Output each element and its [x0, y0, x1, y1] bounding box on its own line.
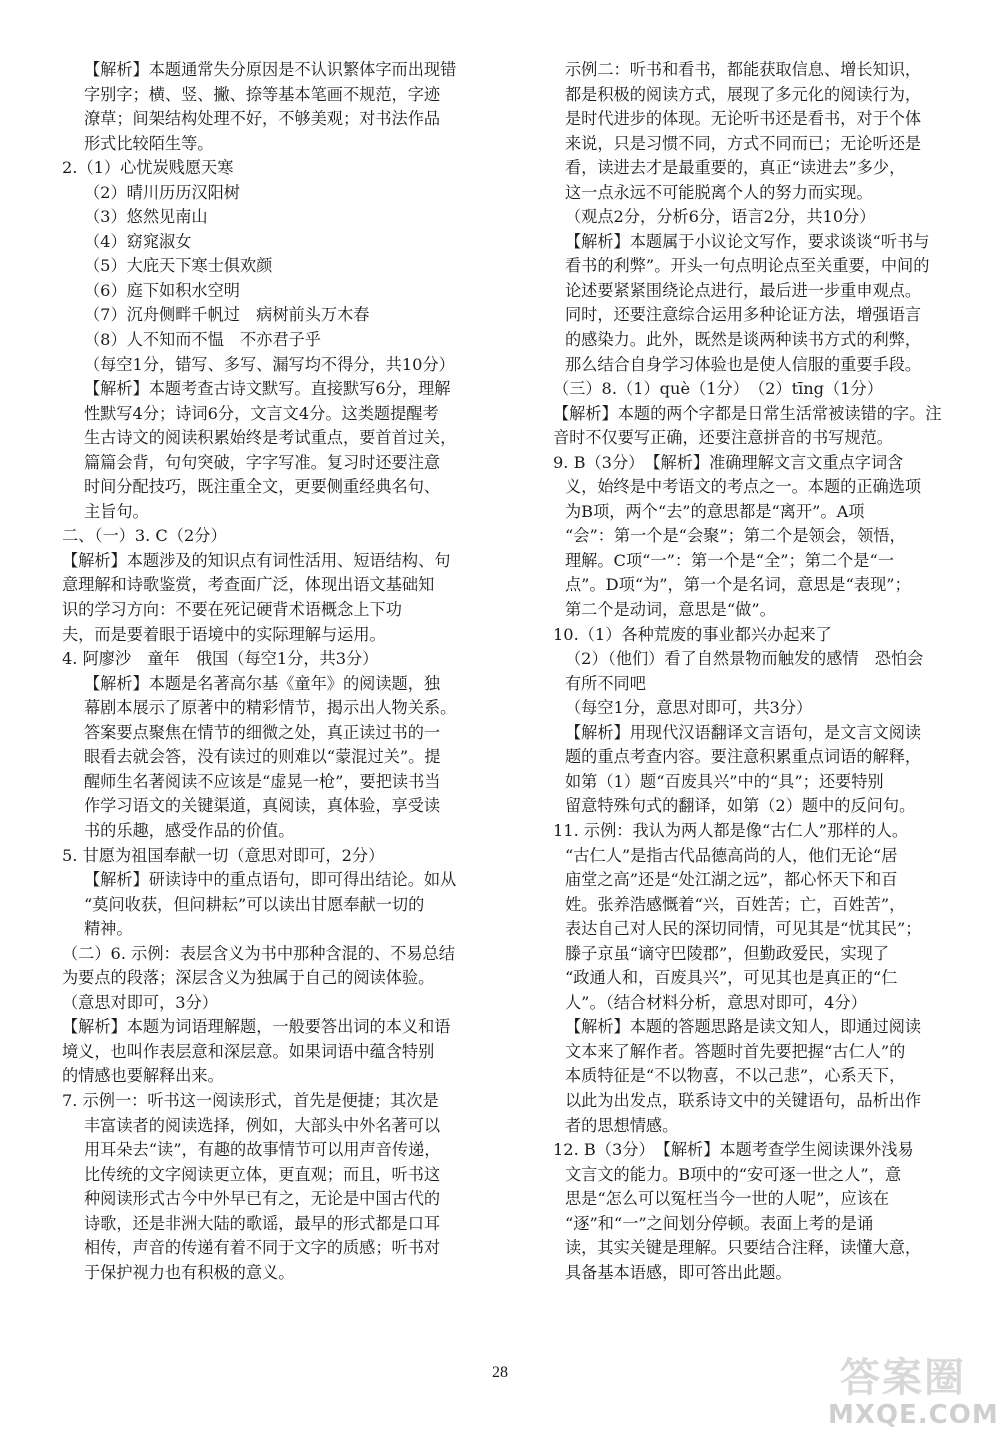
left-line: （8）人不知而不愠 不亦君子乎 — [84, 330, 321, 350]
right-line: 【解析】本题属于小议论文写作，要求谈谈“听书与 — [565, 231, 930, 251]
left-line: 形式比较陌生等。 — [84, 133, 214, 153]
right-line: 有所不同吧 — [565, 673, 646, 693]
right-line: 音时不仅要写正确，还要注意拼音的书写规范。 — [553, 428, 893, 448]
right-line: 看，读进去才是最重要的，真正“读进去”多少， — [565, 158, 906, 178]
right-line: 本质特征是“不以物喜，不以己悲”，心系天下， — [565, 1066, 906, 1086]
left-line: 7. 示例一：听书这一阅读形式，首先是便捷；其次是 — [62, 1090, 439, 1110]
right-line: 【解析】本题的答题思路是读文知人，即通过阅读 — [565, 1017, 922, 1037]
left-line: 【解析】本题涉及的知识点有词性活用、短语结构、句 — [62, 550, 451, 570]
left-line: 【解析】本题通常失分原因是不认识繁体字而出现错 — [84, 60, 457, 79]
right-line: 思是“怎么可以冤枉当今一世的人呢”，应该在 — [565, 1189, 890, 1209]
left-line: 时间分配技巧，既注重全文，更要侧重经典名句、 — [84, 477, 441, 497]
left-line: 生古诗文的阅读积累始终是考试重点，要首首过关， — [84, 428, 457, 448]
right-line: 那么结合自身学习体验也是使人信服的重要手段。 — [565, 354, 922, 374]
left-column — [62, 58, 502, 1285]
right-line: 论述要紧紧围绕论点进行，最后进一步重申观点。 — [565, 280, 922, 300]
left-line: （6）庭下如积水空明 — [84, 280, 240, 300]
right-line: 题的重点考查内容。要注意积累重点词语的解释， — [565, 747, 922, 767]
left-line: （二）6. 示例：表层含义为书中那种含混的、不易总结 — [62, 943, 455, 963]
right-line: 示例二：听书和看书，都能获取信息、增长知识， — [565, 60, 922, 79]
right-line: 是时代进步的体现。无论听书还是看书，对于个体 — [565, 109, 922, 129]
left-line: 字别字；横、竖、撇、捺等基本笔画不规范，字迹 — [84, 84, 441, 104]
left-line: 醒师生名著阅读不应该是“虚晃一枪”，要把读书当 — [84, 771, 441, 791]
right-line: 以此为出发点，联系诗文中的关键语句，品析出作 — [565, 1090, 922, 1110]
left-line: 境义，也叫作表层意和深层意。如果词语中蕴含特别 — [62, 1041, 435, 1061]
right-line: 滕子京虽“谪守巴陵郡”，但勤政爱民，实现了 — [565, 943, 890, 963]
left-line: 识的学习方向：不要在死记硬背术语概念上下功 — [62, 600, 402, 620]
right-line: 者的思想情感。 — [565, 1115, 679, 1135]
left-line: 比传统的文字阅读更立体，更直观；而且，听书这 — [84, 1164, 441, 1184]
left-line: 作学习语文的关键渠道，真阅读，真体验，享受读 — [84, 796, 441, 816]
right-line: 11. 示例：我认为两人都是像“古仁人”那样的人。 — [553, 820, 909, 840]
left-line: 4. 阿廖沙 童年 俄国（每空1分，共3分） — [62, 649, 379, 669]
left-line: （3）悠然见南山 — [84, 207, 208, 227]
left-line: 的情感也要解释出来。 — [62, 1066, 224, 1086]
right-line: 表达自己对人民的深切同情，可见其是“忧其民”； — [565, 919, 922, 939]
right-line: 同时，还要注意综合运用多种论证方法，增强语言 — [565, 305, 922, 325]
right-line: 这一点永远不可能脱离个人的努力而实现。 — [565, 182, 873, 202]
left-line: （意思对即可，3分） — [62, 992, 218, 1012]
left-line: 主旨句。 — [84, 501, 149, 521]
right-line: 9. B（3分） 【解析】准确理解文言文重点字词含 — [553, 452, 904, 472]
left-line: 【解析】本题为词语理解题，一般要答出词的本义和语 — [62, 1017, 451, 1037]
right-line: （三）8.（1）què（1分） （2）tīng（1分） — [553, 379, 883, 399]
right-line: 看书的利弊”。开头一句点明论点至关重要，中间的 — [565, 256, 930, 276]
right-line: 具备基本语感，即可答出此题。 — [565, 1262, 792, 1282]
right-line: 如第（1）题“百废具兴”中的“具”；还要特别 — [565, 771, 884, 791]
page-number: 28 — [492, 1364, 508, 1381]
right-line: 的感染力。此外，既然是谈两种读书方式的利弊， — [565, 330, 922, 350]
right-line: 来说，只是习惯不同，方式不同而已；无论听还是 — [565, 133, 922, 153]
left-line: 【解析】研读诗中的重点语句，即可得出结论。如从 — [84, 870, 457, 890]
left-line: 相传，声音的传递有着不同于文字的质感；听书对 — [84, 1238, 441, 1258]
left-line: （5）大庇天下寒士俱欢颜 — [84, 256, 273, 276]
watermark-top: 答案圈 — [840, 1355, 966, 1401]
right-line: （观点2分，分析6分，语言2分，共10分） — [565, 207, 876, 227]
right-line: 都是积极的阅读方式，展现了多元化的阅读行为， — [565, 84, 922, 104]
left-line: 精神。 — [84, 919, 133, 939]
right-line: 留意特殊句式的翻译，如第（2）题中的反问句。 — [565, 796, 916, 816]
right-column — [553, 58, 957, 1285]
left-line: 丰富读者的阅读选择，例如，大部头中外名著可以 — [84, 1115, 441, 1135]
watermark-logo — [820, 1346, 999, 1436]
left-line: 种阅读形式古今中外早已有之，无论是中国古代的 — [84, 1189, 441, 1209]
right-line: 【解析】用现代汉语翻译文言语句，是文言文阅读 — [565, 722, 922, 742]
left-line: 潦草；间架结构处理不好，不够美观；对书法作品 — [84, 109, 441, 129]
right-line: “会”：第一个是“会聚”；第二个是领会，领悟， — [565, 526, 906, 546]
left-line: （每空1分，错写、多写、漏写均不得分，共10分） — [84, 354, 455, 374]
left-line: 夫，而是要着眼于语境中的实际理解与运用。 — [62, 624, 386, 644]
left-line: （7）沉舟侧畔千帆过 病树前头万木春 — [84, 305, 370, 325]
right-line: 12. B（3分） 【解析】本题考查学生阅读课外浅易 — [553, 1140, 914, 1160]
left-line: 5. 甘愿为祖国奉献一切（意思对即可，2分） — [62, 845, 385, 865]
right-line: （每空1分，意思对即可，共3分） — [565, 698, 813, 718]
right-line: 第二个是动词，意思是“做”。 — [565, 600, 776, 620]
right-line: 义，始终是中考语文的考点之一。本题的正确选项 — [565, 477, 922, 497]
left-line: 于保护视力也有积极的意义。 — [84, 1262, 295, 1282]
left-line: 为要点的段落；深层含义为独属于自己的阅读体验。 — [62, 968, 435, 988]
left-line: 【解析】本题考查古诗文默写。直接默写6分，理解 — [84, 379, 451, 399]
left-line: 性默写4分；诗词6分，文言文4分。这类题提醒考 — [84, 403, 439, 423]
right-line: 庙堂之高”还是“处江湖之远”，都心怀天下和百 — [565, 870, 898, 890]
right-line: 姓。张养浩感慨着“兴，百姓苦；亡，百姓苦”， — [565, 894, 906, 914]
left-line: 二、（一）3. C（2分） — [62, 526, 227, 546]
left-line: 答案要点聚焦在情节的细微之处，真正读过书的一 — [84, 722, 441, 742]
left-line: 诗歌，还是非洲大陆的歌谣，最早的形式都是口耳 — [84, 1213, 441, 1233]
left-line: 书的乐趣，感受作品的价值。 — [84, 820, 295, 840]
right-line: 理解。C项“一”：第一个是“全”；第二个是“一 — [565, 550, 894, 570]
right-line: 文本来了解作者。答题时首先要把握“古仁人”的 — [565, 1041, 906, 1061]
right-line: “逐”和“一”之间划分停顿。表面上考的是诵 — [565, 1213, 874, 1233]
right-line: 点”。D项“为”，第一个是名词，意思是“表现”； — [565, 575, 911, 595]
right-line: “古仁人”是指古代品德高尚的人，他们无论“居 — [565, 845, 898, 865]
right-line: 人”。（结合材料分析，意思对即可，4分） — [565, 992, 867, 1012]
left-line: （4）窈窕淑女 — [84, 231, 192, 251]
left-line: 意理解和诗歌鉴赏，考查面广泛，体现出语文基础知 — [62, 575, 435, 595]
left-line: （2）晴川历历汉阳树 — [84, 182, 240, 202]
right-line: 文言文的能力。B项中的“安可逐一世之人”，意 — [565, 1164, 902, 1184]
left-line: 用耳朵去“读”，有趣的故事情节可以用声音传递， — [84, 1140, 441, 1160]
left-line: 眼看去就会答，没有读过的则难以“蒙混过关”。提 — [84, 747, 441, 767]
right-line: （2）（他们）看了自然景物而触发的感情 恐怕会 — [565, 649, 924, 669]
left-line: 篇篇会背，句句突破，字字写准。复习时还要注意 — [84, 452, 441, 472]
watermark-bottom: MXQE.COM — [828, 1400, 999, 1430]
right-line: 10.（1）各种荒废的事业都兴办起来了 — [553, 624, 832, 644]
left-line: 【解析】本题是名著高尔基《童年》的阅读题，独 — [84, 673, 441, 693]
right-line: 为B项，两个“去”的意思都是“离开”。A项 — [565, 501, 865, 521]
left-line: 幕剧本展示了原著中的精彩情节，揭示出人物关系。 — [84, 698, 457, 718]
right-line: 【解析】本题的两个字都是日常生活常被读错的字。注 — [553, 403, 942, 423]
left-line: “莫问收获，但问耕耘”可以读出甘愿奉献一切的 — [84, 894, 425, 914]
right-line: 读，其实关键是理解。只要结合注释，读懂大意， — [565, 1238, 922, 1258]
left-line: 2.（1）心忧炭贱愿天寒 — [62, 158, 234, 178]
right-line: “政通人和，百废具兴”，可见其也是真正的“仁 — [565, 968, 898, 988]
